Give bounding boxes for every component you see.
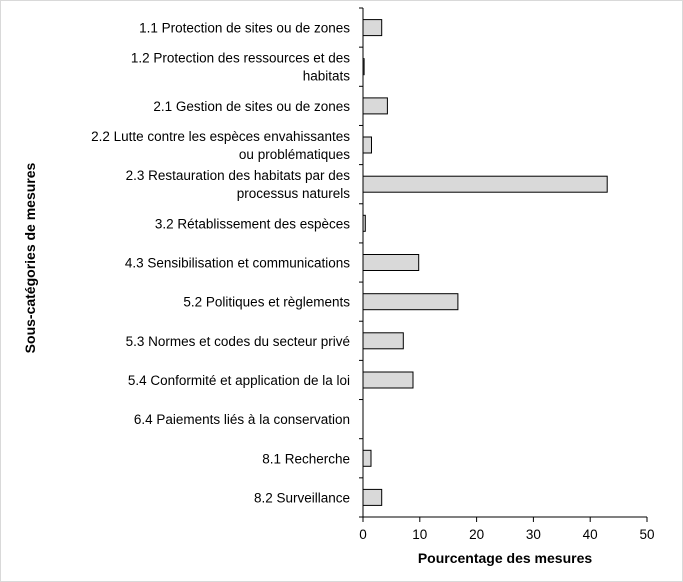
category-label: 5.2 Politiques et règlements (183, 294, 350, 310)
category-label: 8.2 Surveillance (253, 490, 350, 506)
x-tick-label: 10 (412, 527, 428, 542)
category-label: 5.3 Normes et codes du secteur privé (125, 333, 350, 349)
category-label: 2.3 Restauration des habitats par des processus naturels (125, 168, 350, 202)
bar (363, 176, 607, 192)
bar (363, 294, 458, 310)
category-label: 6.4 Paiements liés à la conservation (133, 412, 350, 428)
x-tick-label: 50 (639, 527, 655, 542)
category-label: 2.2 Lutte contre les espèces envahissantes ou problématiques (91, 129, 350, 163)
bar (363, 255, 419, 271)
bar (363, 333, 403, 349)
category-label: 2.1 Gestion de sites ou de zones (153, 98, 350, 114)
category-label: 1.2 Protection des ressources et des habitats (130, 50, 350, 84)
category-label: 1.1 Protection de sites ou de zones (139, 20, 350, 36)
x-axis-title: Pourcentage des mesures (417, 550, 593, 566)
x-tick-label: 30 (525, 527, 541, 542)
category-label: 5.4 Conformité et application de la loi (127, 372, 350, 388)
bar (363, 137, 372, 153)
y-axis-title: Sous-catégories de mesures (22, 162, 38, 354)
x-tick-label: 40 (582, 527, 598, 542)
bar (363, 372, 413, 388)
bars-group (363, 20, 607, 506)
bar (363, 20, 382, 36)
category-label: 3.2 Rétablissement des espèces (154, 216, 350, 232)
bar (363, 450, 371, 466)
bar (363, 98, 387, 114)
x-tick-labels (359, 527, 654, 542)
category-label: 4.3 Sensibilisation et communications (124, 255, 350, 271)
category-label: 8.1 Recherche (262, 451, 350, 467)
x-tick-label: 20 (469, 527, 485, 542)
bar (363, 489, 382, 505)
x-tick-label: 0 (359, 527, 367, 542)
category-labels (91, 21, 350, 506)
